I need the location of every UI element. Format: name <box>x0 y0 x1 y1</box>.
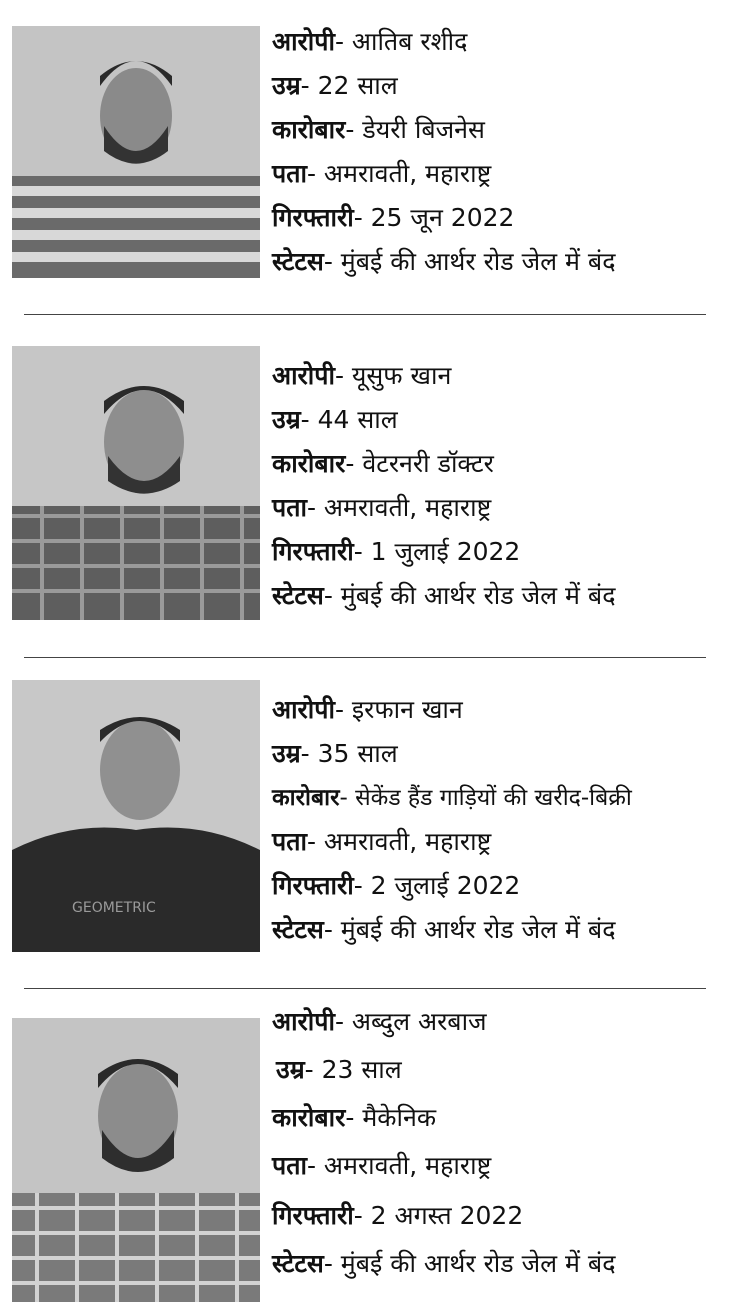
status-label: स्टेटस <box>272 581 324 610</box>
age-value: 22 साल <box>317 71 398 100</box>
divider <box>24 314 706 315</box>
status-value: मुंबई की आर्थर रोड जेल में बंद <box>340 1249 616 1278</box>
age-label: उम्र <box>276 1055 305 1084</box>
business-row: कारोबार- मैकेनिक <box>272 1103 437 1132</box>
address-row: पता- अमरावती, महाराष्ट्र <box>272 827 492 856</box>
status-value: मुंबई की आर्थर रोड जेल में बंद <box>340 247 616 276</box>
status-label: स्टेटस <box>272 1249 324 1278</box>
status-value: मुंबई की आर्थर रोड जेल में बंद <box>340 915 616 944</box>
business-row: कारोबार- वेटरनरी डॉक्टर <box>272 449 494 478</box>
business-value: सेकेंड हैंड गाड़ियों की खरीद-बिक्री <box>355 785 632 811</box>
status-row: स्टेटस- मुंबई की आर्थर रोड जेल में बंद <box>272 1249 616 1278</box>
address-label: पता <box>272 827 307 856</box>
status-row: स्टेटस- मुंबई की आर्थर रोड जेल में बंद <box>272 247 616 276</box>
address-label: पता <box>272 493 307 522</box>
business-value: वेटरनरी डॉक्टर <box>362 449 494 478</box>
accused-row: आरोपी- यूसुफ खान <box>272 361 452 390</box>
divider <box>24 988 706 989</box>
address-value: अमरावती, महाराष्ट्र <box>323 493 492 522</box>
age-row: उम्र- 23 साल <box>276 1055 402 1084</box>
arrest-label: गिरफ्तारी <box>272 871 354 900</box>
accused-row: आरोपी- अब्दुल अरबाज <box>272 1007 487 1036</box>
status-label: स्टेटस <box>272 247 324 276</box>
arrest-row: गिरफ्तारी- 25 जून 2022 <box>272 203 515 232</box>
business-row: कारोबार- डेयरी बिजनेस <box>272 115 485 144</box>
accused-card-2 <box>0 334 730 634</box>
svg-text:GEOMETRIC: GEOMETRIC <box>72 900 156 916</box>
accused-photo-3 <box>12 680 260 952</box>
age-row: उम्र- 44 साल <box>272 405 398 434</box>
age-row: उम्र- 35 साल <box>272 739 398 768</box>
age-label: उम्र <box>272 405 301 434</box>
accused-name: आतिब रशीद <box>351 27 468 56</box>
business-label: कारोबार <box>272 449 346 478</box>
accused-photo-4 <box>12 1018 260 1302</box>
address-value: अमरावती, महाराष्ट्र <box>323 827 492 856</box>
status-row: स्टेटस- मुंबई की आर्थर रोड जेल में बंद <box>272 581 616 610</box>
arrest-row: गिरफ्तारी- 2 जुलाई 2022 <box>272 871 521 900</box>
arrest-label: गिरफ्तारी <box>272 203 354 232</box>
business-value: डेयरी बिजनेस <box>362 115 485 144</box>
status-row: स्टेटस- मुंबई की आर्थर रोड जेल में बंद <box>272 915 616 944</box>
accused-card-3 <box>0 668 730 968</box>
arrest-row: गिरफ्तारी- 1 जुलाई 2022 <box>272 537 521 566</box>
address-row: पता- अमरावती, महाराष्ट्र <box>272 493 492 522</box>
arrest-value: 25 जून 2022 <box>370 203 515 232</box>
age-value: 23 साल <box>321 1055 402 1084</box>
business-label: कारोबार <box>272 1103 346 1132</box>
accused-photo-2 <box>12 346 260 620</box>
address-value: अमरावती, महाराष्ट्र <box>323 159 492 188</box>
arrest-row: गिरफ्तारी- 2 अगस्त 2022 <box>272 1201 524 1230</box>
accused-row: आरोपी- इरफान खान <box>272 695 463 724</box>
divider <box>24 657 706 658</box>
accused-label: आरोपी <box>272 361 335 390</box>
status-value: मुंबई की आर्थर रोड जेल में बंद <box>340 581 616 610</box>
business-label: कारोबार <box>272 785 340 811</box>
age-value: 35 साल <box>317 739 398 768</box>
business-label: कारोबार <box>272 115 346 144</box>
age-value: 44 साल <box>317 405 398 434</box>
address-label: पता <box>272 159 307 188</box>
accused-card-4 <box>0 996 730 1306</box>
accused-name: अब्दुल अरबाज <box>351 1007 487 1036</box>
arrest-value: 1 जुलाई 2022 <box>370 537 521 566</box>
age-label: उम्र <box>272 739 301 768</box>
address-label: पता <box>272 1151 307 1180</box>
status-label: स्टेटस <box>272 915 324 944</box>
accused-label: आरोपी <box>272 1007 335 1036</box>
address-value: अमरावती, महाराष्ट्र <box>323 1151 492 1180</box>
age-row: उम्र- 22 साल <box>272 71 398 100</box>
arrest-value: 2 जुलाई 2022 <box>370 871 521 900</box>
accused-label: आरोपी <box>272 695 335 724</box>
accused-card-1 <box>0 0 730 300</box>
age-label: उम्र <box>272 71 301 100</box>
accused-name: इरफान खान <box>351 695 463 724</box>
address-row: पता- अमरावती, महाराष्ट्र <box>272 1151 492 1180</box>
accused-photo-1 <box>12 26 260 278</box>
accused-name: यूसुफ खान <box>351 361 452 390</box>
accused-label: आरोपी <box>272 27 335 56</box>
business-row: कारोबार- सेकेंड हैंड गाड़ियों की खरीद-बिक्री <box>272 785 632 811</box>
arrest-label: गिरफ्तारी <box>272 537 354 566</box>
business-value: मैकेनिक <box>362 1103 437 1132</box>
accused-row: आरोपी- आतिब रशीद <box>272 27 468 56</box>
arrest-value: 2 अगस्त 2022 <box>370 1201 524 1230</box>
address-row: पता- अमरावती, महाराष्ट्र <box>272 159 492 188</box>
arrest-label: गिरफ्तारी <box>272 1201 354 1230</box>
